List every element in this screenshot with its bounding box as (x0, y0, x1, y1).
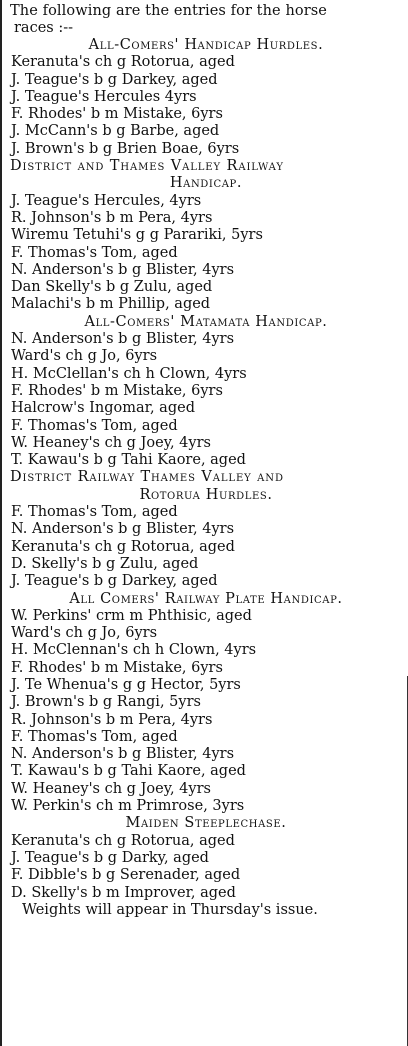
race-section (10, 815, 402, 901)
race-entry: F. Dibble's b g Serenader, aged (11, 867, 241, 884)
race-heading: All-Comers' Matamata Handicap. (84, 313, 328, 330)
race-section (10, 314, 402, 470)
race-entry: T. Kawau's b g Tahi Kaore, aged (11, 763, 246, 780)
race-heading: Rotorua Hurdles. (139, 486, 273, 503)
race-entry: J. Teague's b g Darkey, aged (11, 573, 218, 590)
race-entry: Malachi's b m Phillip, aged (11, 296, 211, 313)
race-entry: F. Rhodes' b m Mistake, 6yrs (11, 382, 223, 399)
race-entry: N. Anderson's b g Blister, 4yrs (11, 746, 235, 763)
race-entry: W. Perkin's ch m Primrose, 3yrs (11, 798, 245, 815)
race-entry: F. Thomas's Tom, aged (11, 728, 178, 745)
race-heading: District Railway Thames Valley and (10, 469, 284, 486)
race-heading: District and Thames Valley Railway (10, 158, 284, 175)
race-entry: Ward's ch g Jo, 6yrs (11, 625, 158, 642)
race-entry: J. Teague's Hercules 4yrs (11, 88, 197, 105)
race-entry: F. Thomas's Tom, aged (11, 504, 178, 521)
intro-line-1: The following are the entries for the horse (10, 3, 327, 19)
intro-paragraph (10, 3, 402, 37)
race-entry: F. Thomas's Tom, aged (11, 417, 178, 434)
race-entry: Halcrow's Ingomar, aged (11, 400, 195, 417)
race-entry: Wiremu Tetuhi's g g Parariki, 5yrs (11, 227, 263, 244)
race-entry: J. McCann's b g Barbe, aged (11, 123, 220, 140)
race-entry: H. McClennan's ch h Clown, 4yrs (11, 642, 257, 659)
race-entry: R. Johnson's b m Pera, 4yrs (11, 711, 213, 728)
intro-line-2: races :-- (14, 20, 74, 36)
race-entry: W. Heaney's ch g Joey, 4yrs (11, 780, 211, 797)
closing-note: Weights will appear in Thursday's issue. (22, 901, 318, 918)
race-entry: F. Rhodes' b m Mistake, 6yrs (11, 106, 223, 123)
race-section (10, 469, 402, 590)
race-entry: N. Anderson's b g Blister, 4yrs (11, 261, 235, 278)
race-entry: Dan Skelly's b g Zulu, aged (11, 279, 213, 296)
race-entry: Ward's ch g Jo, 6yrs (11, 348, 158, 365)
race-heading: All Comers' Railway Plate Handicap. (69, 590, 343, 607)
race-entry: J. Brown's b g Brien Boae, 6yrs (11, 140, 240, 157)
race-entry: Keranuta's ch g Rotorua, aged (11, 538, 235, 555)
race-entry: J. Te Whenua's g g Hector, 5yrs (11, 676, 241, 693)
race-entry: Keranuta's ch g Rotorua, aged (11, 832, 235, 849)
race-entry: F. Thomas's Tom, aged (11, 244, 178, 261)
race-entry: R. Johnson's b m Pera, 4yrs (11, 209, 213, 226)
race-entry: T. Kawau's b g Tahi Kaore, aged (11, 452, 246, 469)
race-entry: F. Rhodes' b m Mistake, 6yrs (11, 659, 223, 676)
race-entry: J. Teague's Hercules, 4yrs (11, 192, 202, 209)
race-entry: J. Teague's b g Darky, aged (11, 849, 209, 866)
race-entry: Keranuta's ch g Rotorua, aged (11, 54, 235, 71)
race-entry: N. Anderson's b g Blister, 4yrs (11, 331, 235, 348)
race-entry: D. Skelly's b m Improver, aged (11, 884, 236, 901)
race-entry: N. Anderson's b g Blister, 4yrs (11, 521, 235, 538)
race-heading: Maiden Steeplechase. (125, 815, 287, 832)
race-heading: All-Comers' Handicap Hurdles. (88, 37, 324, 53)
race-entry: W. Perkins' crm m Phthisic, aged (11, 607, 252, 624)
race-entry: J. Teague's b g Darkey, aged (11, 71, 218, 88)
race-section (10, 37, 402, 158)
race-list (10, 37, 402, 902)
race-section (10, 591, 402, 816)
race-entry: J. Brown's b g Rangi, 5yrs (11, 694, 201, 711)
race-section (10, 158, 402, 314)
race-entry: H. McClellan's ch h Clown, 4yrs (11, 365, 247, 382)
race-entry: W. Heaney's ch g Joey, 4yrs (11, 434, 211, 451)
race-entry: D. Skelly's b g Zulu, aged (11, 555, 199, 572)
race-heading: Handicap. (169, 175, 243, 192)
